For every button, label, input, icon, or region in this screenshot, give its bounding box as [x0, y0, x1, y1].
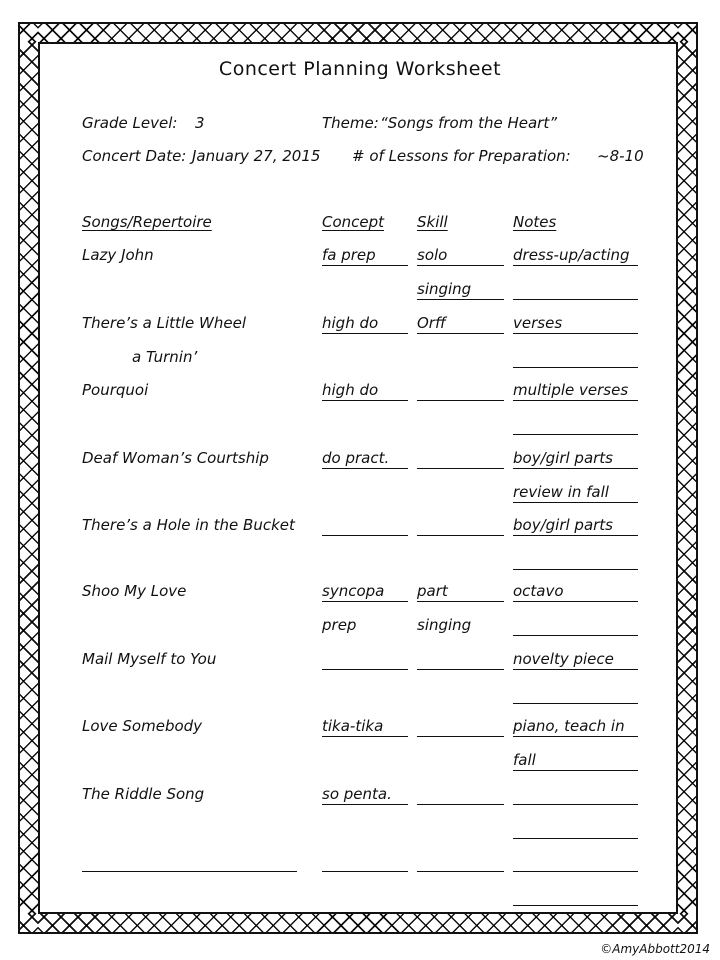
- notes-cell: octavo: [513, 582, 638, 602]
- song-cell: Deaf Woman’s Courtship: [82, 449, 269, 467]
- theme-label: Theme:: [322, 114, 379, 132]
- song-cell: Mail Myself to You: [82, 650, 217, 668]
- skill-cell: Orff: [417, 314, 504, 334]
- concept-cell: high do: [322, 314, 408, 334]
- skill-cell: part: [417, 582, 504, 602]
- skill-cell: [417, 717, 504, 737]
- skill-cell: [417, 650, 504, 670]
- notes-cell: [513, 785, 638, 805]
- notes-cell-line2: [513, 886, 638, 906]
- song-cell: Love Somebody: [82, 717, 203, 735]
- notes-cell: boy/girl parts: [513, 449, 638, 469]
- concept-cell-line2: prep: [322, 616, 357, 634]
- lessons-label: # of Lessons for Preparation:: [352, 147, 571, 165]
- notes-cell-line2: fall: [513, 751, 638, 771]
- song-cell: There’s a Hole in the Bucket: [82, 516, 295, 534]
- notes-cell: multiple verses: [513, 381, 638, 401]
- song-cell: The Riddle Song: [82, 785, 205, 803]
- grade-level-value: 3: [195, 114, 205, 132]
- concept-cell: [322, 516, 408, 536]
- concept-cell: so penta.: [322, 785, 408, 805]
- notes-cell-line2: [513, 348, 638, 368]
- skill-cell: [417, 852, 504, 872]
- skill-cell: solo: [417, 246, 504, 266]
- header-songs: Songs/Repertoire: [82, 213, 212, 231]
- skill-cell-line2: singing: [417, 280, 504, 300]
- border-inner-line: [38, 42, 678, 914]
- notes-cell-line2: review in fall: [513, 483, 638, 503]
- notes-cell-line2: [513, 280, 638, 300]
- concept-cell: syncopa: [322, 582, 408, 602]
- concept-cell: tika-tika: [322, 717, 408, 737]
- header-concept: Concept: [322, 213, 385, 231]
- copyright: ©AmyAbbott2014: [600, 942, 710, 956]
- song-cell: Shoo My Love: [82, 582, 187, 600]
- notes-cell: boy/girl parts: [513, 516, 638, 536]
- notes-cell: [513, 852, 638, 872]
- notes-cell-line2: [513, 415, 638, 435]
- skill-cell-line2: singing: [417, 616, 472, 634]
- notes-cell: novelty piece: [513, 650, 638, 670]
- song-cell: Lazy John: [82, 246, 154, 264]
- header-notes: Notes: [513, 213, 557, 231]
- notes-cell-line2: [513, 550, 638, 570]
- lessons-value: ~8-10: [597, 147, 644, 165]
- page-title: Concert Planning Worksheet: [218, 58, 502, 80]
- notes-cell-line2: [513, 819, 638, 839]
- concept-cell: [322, 650, 408, 670]
- concept-cell: [322, 852, 408, 872]
- skill-cell: [417, 516, 504, 536]
- theme-value: “Songs from the Heart”: [380, 114, 557, 132]
- concert-date-value: January 27, 2015: [192, 147, 321, 165]
- concept-cell: do pract.: [322, 449, 408, 469]
- concert-date-label: Concert Date:: [82, 147, 187, 165]
- notes-cell-line2: [513, 684, 638, 704]
- song-cell: There’s a Little Wheel: [82, 314, 247, 332]
- concept-cell: high do: [322, 381, 408, 401]
- notes-cell: dress-up/acting: [513, 246, 638, 266]
- notes-cell-line2: [513, 616, 638, 636]
- header-skill: Skill: [417, 213, 448, 231]
- notes-cell: verses: [513, 314, 638, 334]
- skill-cell: [417, 449, 504, 469]
- song-cell: Pourquoi: [82, 381, 149, 399]
- skill-cell: [417, 381, 504, 401]
- song-cell-line2: a Turnin’: [132, 348, 198, 366]
- song-cell: [82, 852, 297, 872]
- concept-cell: fa prep: [322, 246, 408, 266]
- grade-level-label: Grade Level:: [82, 114, 178, 132]
- notes-cell: piano, teach in: [513, 717, 638, 737]
- skill-cell: [417, 785, 504, 805]
